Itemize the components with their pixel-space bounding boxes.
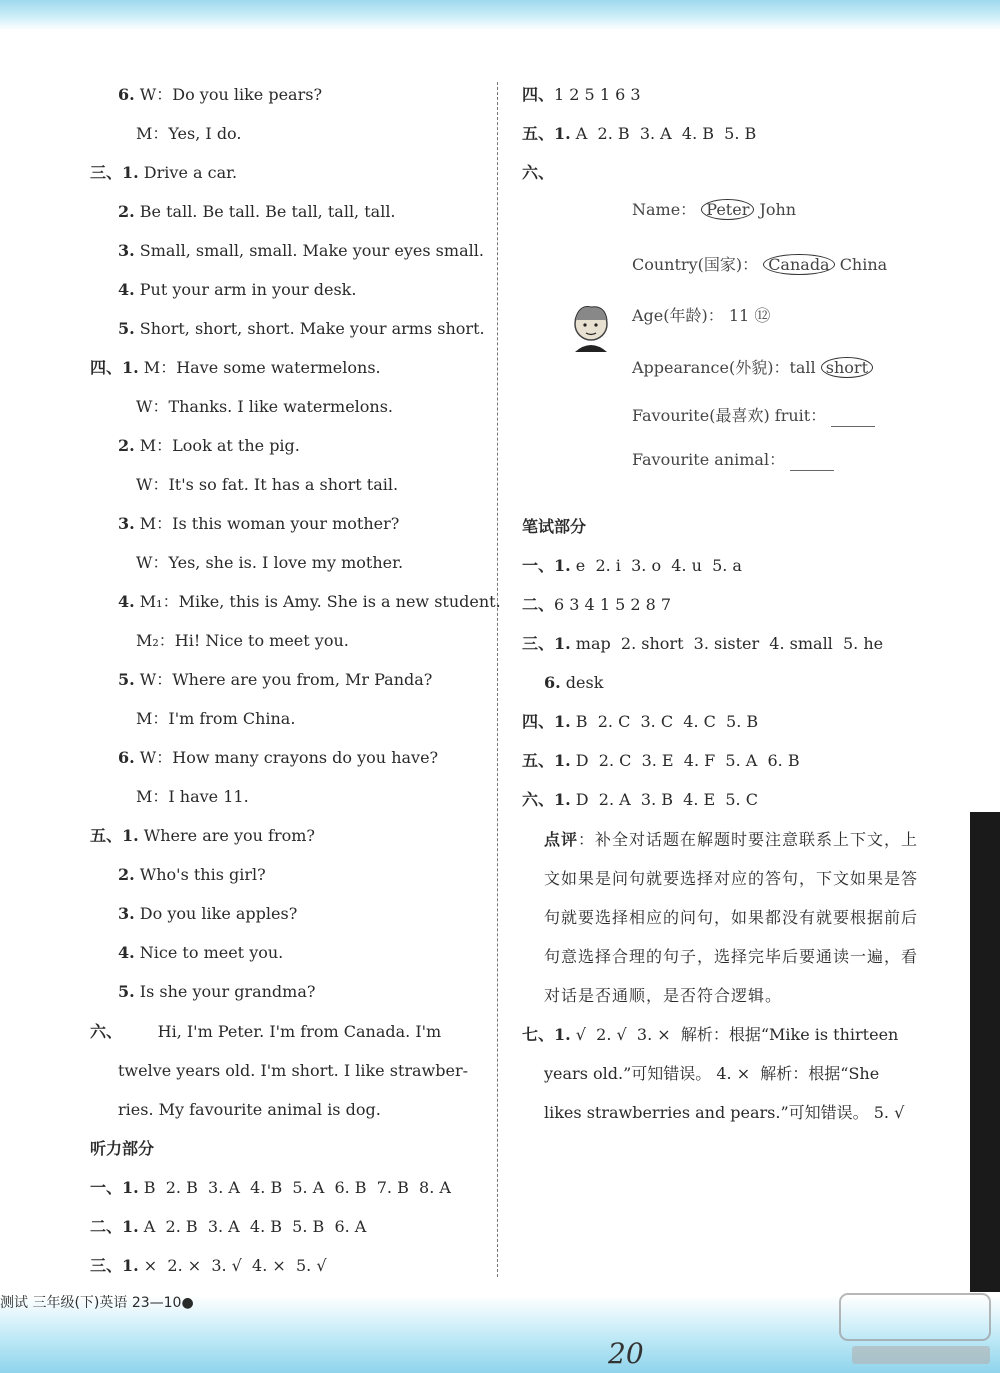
right-column-line [522, 634, 883, 654]
item-number: 5. [118, 319, 135, 338]
answer-text: Is she your grandma? [134, 982, 316, 1001]
answer-text: Small, small, small. Make your eyes small. [134, 241, 484, 260]
left-column-line [118, 865, 266, 885]
left-column-line [90, 1139, 154, 1159]
item-number: 五、1. [90, 826, 139, 845]
right-column-line [522, 1025, 898, 1045]
left-column-line [118, 319, 485, 339]
answer-text: W：How many crayons do you have? [134, 748, 439, 767]
item-number: 五、1. [522, 124, 571, 143]
left-column-line [90, 163, 237, 183]
left-column-line [118, 202, 396, 222]
item-number: 三、1. [90, 1256, 139, 1275]
left-column-line [118, 982, 315, 1002]
item-number: 听力部分 [90, 1139, 155, 1158]
circled-answer: Peter [701, 199, 754, 220]
left-column-line [136, 397, 393, 417]
profile-card [560, 190, 910, 500]
answer-text: Do you like apples? [134, 904, 298, 923]
answer-text: years old.”可知错误。 4. × 解析：根据“She [544, 1064, 880, 1083]
item-number: 一、1. [522, 556, 571, 575]
item-number: 6. [544, 673, 561, 692]
item-number: 4. [118, 943, 135, 962]
left-column-line [118, 670, 432, 690]
answer-text: Who's this girl? [134, 865, 266, 884]
item-number: 笔试部分 [522, 517, 587, 536]
left-column-line [118, 592, 501, 612]
left-column-line [90, 1256, 327, 1276]
answer-text: likes strawberries and pears.”可知错误。 5. √ [544, 1103, 905, 1122]
answer-text: ries. My favourite animal is dog. [118, 1100, 381, 1119]
item-number: 三、1. [522, 634, 571, 653]
left-column-line [118, 943, 283, 963]
left-column-line [118, 904, 297, 924]
answer-text: map 2. short 3. sister 4. small 5. he [570, 634, 884, 653]
left-column-line [136, 631, 349, 651]
item-number: 三、1. [90, 163, 139, 182]
left-column-line [136, 553, 403, 573]
right-column-line [544, 673, 603, 693]
answer-text: B 2. B 3. A 4. B 5. A 6. B 7. B 8. A [138, 1178, 451, 1197]
answer-text: W：It's so fat. It has a short tail. [136, 475, 399, 494]
answer-text: Be tall. Be tall. Be tall, tall, tall. [134, 202, 396, 221]
answer-text: √ 2. √ 3. × 解析：根据“Mike is thirteen [570, 1025, 899, 1044]
right-column-line [522, 85, 641, 105]
card-age-row: Age(年龄)： 11 ⑫ [632, 306, 771, 325]
answer-text: A 2. B 3. A 4. B 5. B [570, 124, 757, 143]
item-number: 四、1. [90, 358, 139, 377]
item-number: 5. [118, 982, 135, 1001]
answer-text: M：Have some watermelons. [138, 358, 381, 377]
answer-text: B 2. C 3. C 4. C 5. B [570, 712, 759, 731]
answer-text: Hi, I'm Peter. I'm from Canada. I'm [122, 1022, 442, 1041]
left-column-line [90, 1178, 451, 1198]
answer-text: W：Where are you from, Mr Panda? [134, 670, 433, 689]
answer-text: M₁：Mike, this is Amy. She is a new student. [134, 592, 501, 611]
card-animal-row: Favourite animal： [632, 450, 834, 471]
answer-text: M：I have 11. [136, 787, 249, 806]
right-column-line [522, 517, 586, 537]
answer-text: Drive a car. [138, 163, 238, 182]
answer-text: desk [560, 673, 604, 692]
review-label: 点评 [544, 830, 579, 849]
item-number: 3. [118, 904, 135, 923]
circled-answer: short [821, 357, 873, 378]
left-column-line [118, 748, 438, 768]
right-column-line [522, 790, 758, 810]
card-appearance-row: Appearance(外貌)：tall short [632, 358, 873, 378]
item-number: 五、1. [522, 751, 571, 770]
answer-text: e 2. i 3. o 4. u 5. a [570, 556, 742, 575]
answer-text: × 2. × 3. √ 4. × 5. √ [138, 1256, 327, 1275]
answer-text: M：Yes, I do. [136, 124, 242, 143]
right-column-line [544, 1064, 879, 1084]
item-number: 七、1. [522, 1025, 571, 1044]
top-decor-band [0, 0, 1000, 30]
left-column-line [90, 358, 381, 378]
animal-sketch-blank [790, 450, 834, 471]
handwritten-page-number: 20 [608, 1337, 644, 1370]
right-column-line [522, 124, 756, 144]
left-column-line [136, 124, 242, 144]
answer-text: W：Yes, she is. I love my mother. [136, 553, 404, 572]
answer-text: Put your arm in your desk. [134, 280, 357, 299]
item-number: 2. [118, 202, 135, 221]
left-column-line [118, 85, 322, 105]
left-column-line [90, 826, 315, 846]
answer-text: A 2. B 3. A 4. B 5. B 6. A [138, 1217, 367, 1236]
item-number: 二、 [522, 595, 555, 614]
answer-text: Nice to meet you. [134, 943, 284, 962]
right-column-line [522, 163, 554, 183]
left-column-line [118, 241, 484, 261]
answer-text: M：Look at the pig. [134, 436, 300, 455]
answer-text: W：Do you like pears? [134, 85, 323, 104]
item-number: 一、1. [90, 1178, 139, 1197]
left-column-line [90, 1022, 441, 1042]
edge-tab [970, 812, 1000, 1292]
answer-text: D 2. C 3. E 4. F 5. A 6. B [570, 751, 800, 770]
boy-avatar-icon [565, 302, 617, 354]
right-column-line [522, 556, 742, 576]
item-number: 5. [118, 670, 135, 689]
left-column-line [118, 514, 399, 534]
left-column-line [118, 1061, 468, 1081]
answer-text: D 2. A 3. B 4. E 5. C [570, 790, 758, 809]
review-text: ：补全对话题在解题时要注意联系上下文，上文如果是问句就要选择对应的答句，下文如果是答句就要选择相应的问句，如果都没有就要根据前后句意选择合理的句子，选择完毕后要通读一遍，看对话是否通顺，是否符合逻辑。 [544, 830, 919, 1005]
review-paragraph [544, 820, 924, 1015]
right-column-line [544, 1103, 904, 1123]
card-name-row: Name： Peter John [632, 200, 797, 219]
answer-text: Where are you from? [138, 826, 315, 845]
left-column-line [90, 1217, 366, 1237]
answer-text: W：Thanks. I like watermelons. [136, 397, 394, 416]
item-number: 六、 [90, 1022, 123, 1041]
item-number: 六、 [522, 163, 555, 182]
right-column-line [522, 595, 671, 615]
item-number: 4. [118, 280, 135, 299]
item-number: 3. [118, 514, 135, 533]
right-column-line [522, 712, 758, 732]
item-number: 2. [118, 865, 135, 884]
left-column-line [136, 787, 249, 807]
left-column-line [118, 280, 356, 300]
circled-answer: Canada [763, 254, 834, 275]
left-column-line [118, 1100, 381, 1120]
fruit-sketch-blank [831, 406, 875, 427]
right-column-line [522, 751, 800, 771]
item-number: 2. [118, 436, 135, 455]
footer-label: 测试 三年级(下)英语 23—10● [0, 1295, 194, 1311]
left-column-line [136, 475, 398, 495]
answer-text: Short, short, short. Make your arms short. [134, 319, 485, 338]
item-number: 二、1. [90, 1217, 139, 1236]
left-column-line [118, 436, 300, 456]
watermark-logo-icon [832, 1288, 997, 1370]
left-column-line [136, 709, 295, 729]
item-number: 六、1. [522, 790, 571, 809]
column-divider [497, 82, 498, 1277]
card-fruit-row: Favourite(最喜欢) fruit： [632, 406, 875, 427]
answer-text: M₂：Hi! Nice to meet you. [136, 631, 349, 650]
answer-text: 1 2 5 1 6 3 [554, 85, 641, 104]
answer-text: M：I'm from China. [136, 709, 296, 728]
item-number: 四、 [522, 85, 555, 104]
item-number: 4. [118, 592, 135, 611]
item-number: 3. [118, 241, 135, 260]
answer-text: 6 3 4 1 5 2 8 7 [554, 595, 672, 614]
card-country-row: Country(国家)： Canada China [632, 255, 888, 274]
item-number: 四、1. [522, 712, 571, 731]
answer-text: M：Is this woman your mother? [134, 514, 400, 533]
answer-text: twelve years old. I'm short. I like strawber- [118, 1061, 469, 1080]
item-number: 6. [118, 85, 135, 104]
item-number: 6. [118, 748, 135, 767]
